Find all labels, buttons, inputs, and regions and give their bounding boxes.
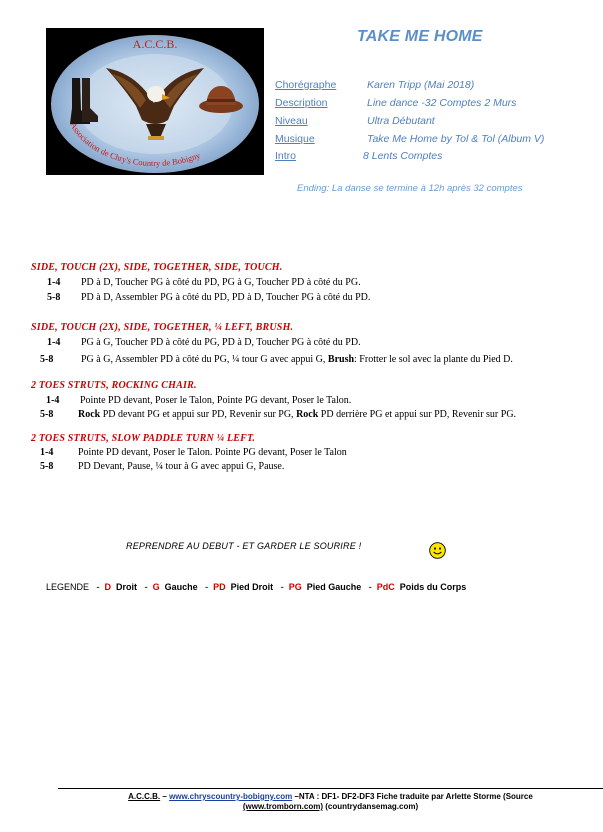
section-title: SIDE, TOUCH (2X), SIDE, TOGETHER, ¼ LEFT, BRUSH. — [31, 322, 294, 333]
step-count: 5-8 — [47, 292, 61, 303]
info-value: Line dance -32 Comptes 2 Murs — [367, 97, 517, 109]
info-row-choreographer — [275, 79, 595, 97]
step-count: 1-4 — [47, 277, 61, 288]
legend: LEGENDE - D Droit - G Gauche - PD Pied Droit - PG Pied Gauche - PdC Poids du Corps — [46, 582, 467, 592]
step-count: 1-4 — [46, 395, 60, 406]
step-text: PD à D, Toucher PG à côté du PD, PG à G, Toucher PD à côté du PG. — [81, 277, 361, 288]
step-text: PG à G, Assembler PD à côté du PG, ¼ tour G avec appui G, Brush: Frotter le sol avec la plante du Pied D. — [81, 354, 513, 365]
info-value: Karen Tripp (Mai 2018) — [367, 79, 475, 91]
step-count: 1-4 — [40, 447, 54, 458]
legend-abbr: G — [152, 582, 160, 592]
source-text: (countrydansemag.com) — [323, 802, 419, 811]
info-row-level — [275, 115, 595, 133]
footer-org: A.C.C.B. — [128, 792, 161, 801]
footer-line-2 — [58, 802, 603, 812]
footer-line-1: A.C.C.B. – www.chryscountry-bobigny.com –NTA : DF1- DF2-DF3 Fiche traduite par Arlette Storme (Source — [128, 792, 533, 801]
source-link[interactable]: (www.tromborn.com) — [242, 802, 323, 811]
legend-abbr: PdC — [376, 582, 395, 592]
step-text: Pointe PD devant, Poser le Talon, Pointe PG devant, Poser le Talon. — [80, 395, 352, 406]
info-label: Niveau — [275, 115, 308, 127]
legend-abbr: PD — [213, 582, 226, 592]
step-text: PD à D, Assembler PG à côté du PD, PD à D, Toucher PG à côté du PD. — [81, 292, 371, 303]
accb-logo — [46, 28, 264, 175]
legend-meaning: Gauche — [164, 582, 198, 592]
legend-meaning: Droit — [116, 582, 138, 592]
info-label: Musique — [275, 133, 315, 145]
info-value: Ultra Débutant — [367, 115, 435, 127]
section-title: 2 TOES STRUTS, SLOW PADDLE TURN ¼ LEFT. — [31, 433, 256, 444]
ending-note: Ending: La danse se termine à 12h après 32 comptes — [297, 183, 523, 194]
legend-label: LEGENDE — [46, 582, 90, 592]
step-count: 1-4 — [47, 337, 61, 348]
section-title: SIDE, TOUCH (2X), SIDE, TOGETHER, SIDE, TOUCH. — [31, 262, 283, 273]
website-link[interactable]: www.chryscountry-bobigny.com — [169, 792, 293, 801]
logo-ring-text: Association de Chry's Country de Bobigny — [68, 120, 202, 169]
footer-nta: –NTA : DF1- DF2-DF3 Fiche traduite par Arlette Storme (Source — [292, 792, 533, 801]
footer — [58, 792, 603, 812]
logo-graphic — [46, 28, 264, 175]
legend-meaning: Pied Gauche — [306, 582, 362, 592]
info-value: Take Me Home by Tol & Tol (Album V) — [367, 133, 545, 145]
dance-title: TAKE ME HOME — [357, 28, 483, 45]
legend-abbr: D — [104, 582, 112, 592]
info-row-description — [275, 97, 595, 115]
step-text: PG à G, Toucher PD à côté du PG, PD à D, Toucher PG à côté du PD. — [81, 337, 361, 348]
info-label: Chorégraphe — [275, 79, 337, 91]
section-title: 2 TOES STRUTS, ROCKING CHAIR. — [31, 380, 197, 391]
footer-divider — [58, 788, 603, 789]
info-value: 8 Lents Comptes — [363, 150, 443, 162]
step-count: 5-8 — [40, 409, 54, 420]
logo-top-text: A.C.C.B. — [132, 37, 178, 51]
closing-note: REPRENDRE AU DEBUT - ET GARDER LE SOURIRE ! — [126, 541, 362, 551]
info-row-music — [275, 133, 595, 151]
step-text: Rock PD devant PG et appui sur PD, Revenir sur PG, Rock PD derrière PG et appui sur PD, Revenir sur PG. — [78, 409, 517, 420]
step-count: 5-8 — [40, 461, 54, 472]
info-label: Intro — [275, 150, 297, 162]
legend-meaning: Poids du Corps — [399, 582, 467, 592]
info-row-intro — [275, 150, 595, 168]
legend-meaning: Pied Droit — [230, 582, 274, 592]
step-count: 5-8 — [40, 354, 54, 365]
step-text: PD Devant, Pause, ¼ tour à G avec appui G, Pause. — [78, 461, 285, 472]
step-text: Pointe PD devant, Poser le Talon. Pointe PG devant, Poser le Talon — [78, 447, 347, 458]
smiley-icon — [429, 542, 446, 559]
legend-abbr: PG — [288, 582, 302, 592]
info-label: Description — [275, 97, 328, 109]
